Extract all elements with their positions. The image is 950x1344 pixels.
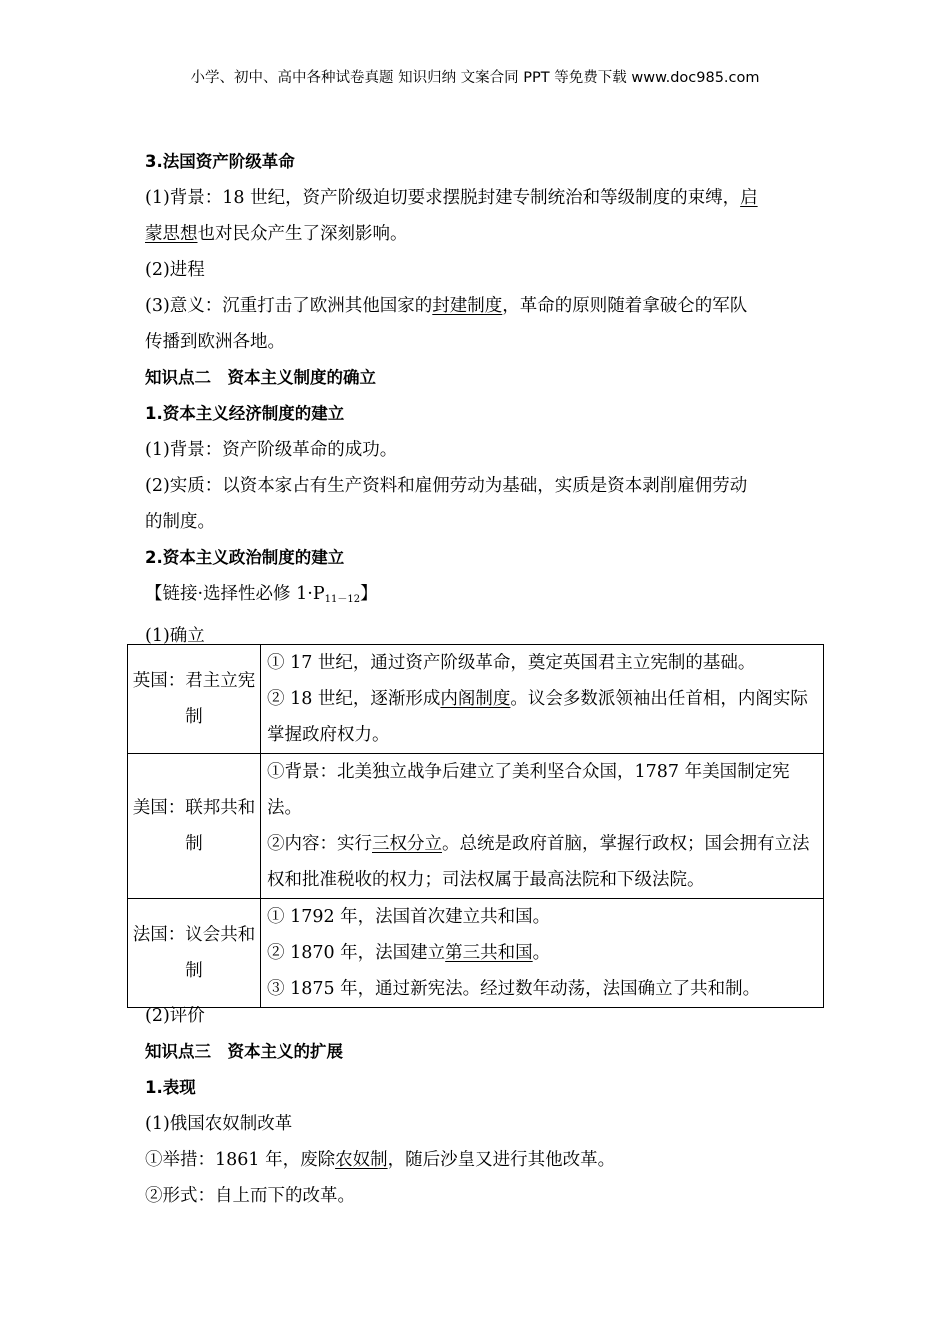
text: 。议会多数派领袖出任首相，内阁实际掌握政府权力。 <box>267 689 808 745</box>
text: 】 <box>360 584 378 604</box>
textbook-link <box>145 576 825 618</box>
page-range: 11－12 <box>324 594 361 605</box>
paragraph-measure <box>145 1142 825 1178</box>
underlined-term: 蒙思想 <box>145 224 198 244</box>
political-systems-table <box>127 644 824 1008</box>
text: ② 18 世纪，逐渐形成 <box>267 689 441 709</box>
text: 【链接·选择性必修 1·P <box>145 584 325 604</box>
text: ① 1792 年，法国首次建立共和国。 <box>267 907 551 927</box>
table-cell-content <box>261 754 824 899</box>
section-title: 3.法国资产阶级革命 <box>145 152 295 171</box>
subsection-title: 2.资本主义政治制度的建立 <box>145 548 345 567</box>
text: ①背景：北美独立战争后建立了美利坚合众国，1787 年美国制定宪法。 <box>267 762 790 818</box>
text <box>267 935 817 971</box>
text: ③ 1875 年，通过新宪法。经过数年动荡，法国确立了共和制。 <box>267 979 761 999</box>
page-header: 小学、初中、高中各种试卷真题 知识归纳 文案合同 PPT 等免费下载 www.doc985.com <box>190 70 760 86</box>
text: ①举措：1861 年，废除 <box>145 1150 336 1170</box>
underlined-term: 封建制度 <box>432 296 503 316</box>
paragraph-significance <box>145 288 825 324</box>
paragraph-background <box>145 180 825 216</box>
underlined-term: 农奴制 <box>335 1150 388 1170</box>
table-cell-content <box>261 899 824 1008</box>
text: ② 1870 年，法国建立 <box>267 943 446 963</box>
table-row <box>128 754 824 899</box>
paragraph-econ-background: (1)背景：资产阶级革命的成功。 <box>145 440 398 460</box>
paragraph-form: ②形式：自上而下的改革。 <box>145 1186 355 1206</box>
text: ① 17 世纪，通过资产阶级革命，奠定英国君主立宪制的基础。 <box>267 653 756 673</box>
paragraph-evaluate: (2)评价 <box>145 1006 205 1026</box>
text: 。总统是政府首脑，掌握行政权；国会拥有立法权和批准税收的权力；司法权属于最高法院和下级法院。 <box>267 834 810 890</box>
paragraph-background-cont <box>145 216 825 252</box>
paragraph-russia: (1)俄国农奴制改革 <box>145 1114 293 1134</box>
underlined-term: 三权分立 <box>372 834 442 854</box>
subsection-title: 1.资本主义经济制度的建立 <box>145 404 345 423</box>
paragraph-establish: (1)确立 <box>145 626 205 646</box>
underlined-term: 内阁制度 <box>440 689 511 709</box>
text: (1)背景：18 世纪，资产阶级迫切要求摆脱封建专制统治和等级制度的束缚， <box>145 188 741 208</box>
text: ，随后沙皇又进行其他改革。 <box>387 1150 616 1170</box>
subsection-title: 1.表现 <box>145 1078 196 1097</box>
underlined-term: 第三共和国 <box>445 943 533 963</box>
text <box>267 681 817 753</box>
text: 也对民众产生了深刻影响。 <box>197 224 408 244</box>
knowledge-point-title: 知识点三 资本主义的扩展 <box>145 1042 343 1061</box>
main-content <box>145 144 825 654</box>
text: (3)意义：沉重打击了欧洲其他国家的 <box>145 296 433 316</box>
paragraph-econ-essence-cont: 的制度。 <box>145 512 215 532</box>
text <box>267 826 817 898</box>
table-cell-label: 法国：议会共和制 <box>128 899 261 1008</box>
table-cell-label: 美国：联邦共和制 <box>128 754 261 899</box>
table-row <box>128 899 824 1008</box>
table-cell-label: 英国：君主立宪制 <box>128 645 261 754</box>
text: 。 <box>532 943 551 963</box>
table-row <box>128 645 824 754</box>
knowledge-point-title: 知识点二 资本主义制度的确立 <box>145 368 376 387</box>
paragraph-significance-cont: 传播到欧洲各地。 <box>145 332 285 352</box>
paragraph-process: (2)进程 <box>145 260 205 280</box>
text: ②内容：实行 <box>267 834 372 854</box>
paragraph-econ-essence: (2)实质：以资本家占有生产资料和雇佣劳动为基础，实质是资本剥削雇佣劳动 <box>145 476 748 496</box>
table-cell-content <box>261 645 824 754</box>
after-table-content <box>145 998 825 1214</box>
underlined-term: 启 <box>740 188 758 208</box>
text: ，革命的原则随着拿破仑的军队 <box>502 296 748 316</box>
